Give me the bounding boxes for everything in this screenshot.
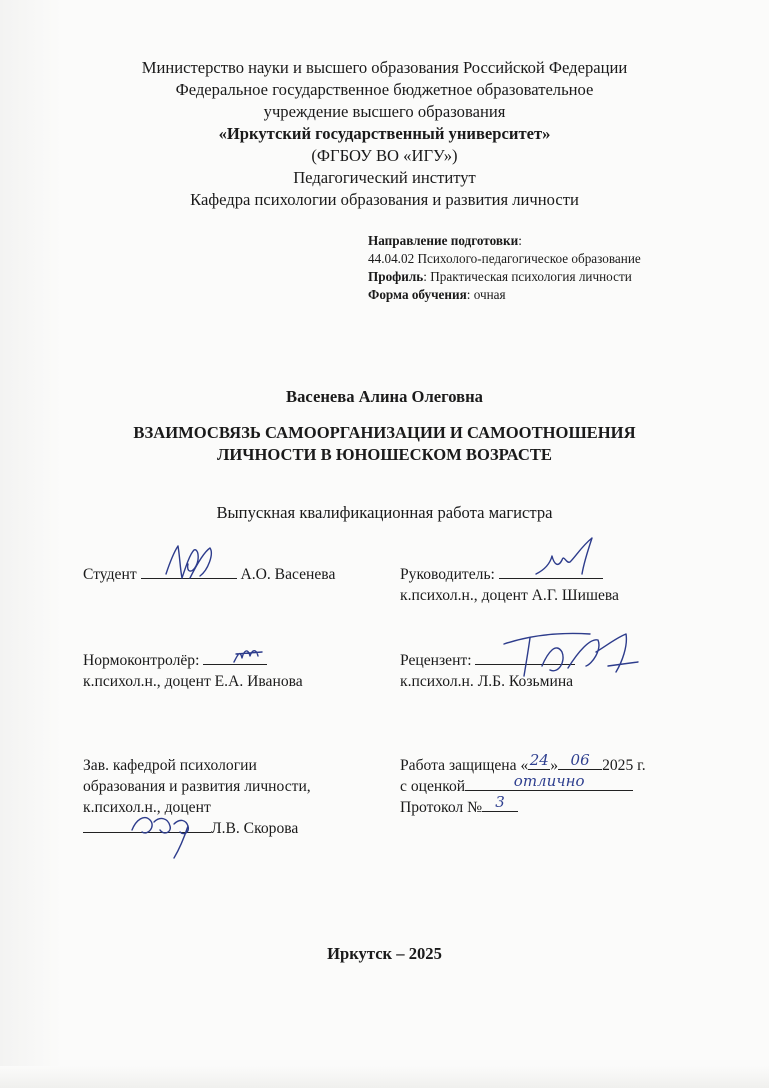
author-name: Васенева Алина Олеговна bbox=[286, 387, 483, 406]
thesis-title-line-2: ЛИЧНОСТИ В ЮНОШЕСКОМ ВОЗРАСТЕ bbox=[217, 445, 552, 464]
defense-prefix: Работа защищена « bbox=[400, 757, 529, 774]
normcontrol-label: Нормоконтролёр: bbox=[83, 652, 200, 669]
student-label: Студент bbox=[83, 566, 137, 583]
defense-mid: » bbox=[550, 757, 559, 774]
institute-name: Педагогический институт bbox=[293, 168, 476, 187]
defense-year: 2025 г. bbox=[602, 757, 646, 774]
head-name: Л.В. Скорова bbox=[211, 820, 299, 837]
protocol-field bbox=[482, 793, 518, 812]
city-year: Иркутск – 2025 bbox=[327, 944, 442, 963]
head-line-2: образования и развития личности, bbox=[83, 778, 311, 795]
supervisor-signature-scrawl bbox=[532, 534, 612, 584]
direction-value: 44.04.02 Психолого-педагогическое образование bbox=[368, 251, 641, 266]
student-name: А.О. Васенева bbox=[240, 566, 336, 583]
reviewer-signature-scrawl bbox=[498, 622, 648, 694]
reviewer-label: Рецензент: bbox=[400, 652, 472, 669]
form-line: Форма обучения: очная bbox=[368, 287, 506, 302]
defense-day-field bbox=[528, 751, 550, 770]
supervisor-label: Руководитель: bbox=[400, 566, 495, 583]
grade-line bbox=[400, 772, 633, 796]
head-line-1: Зав. кафедрой психологии bbox=[83, 757, 257, 774]
defense-month-field bbox=[558, 751, 602, 770]
defense-day: 24 bbox=[529, 751, 549, 769]
form-value: очная bbox=[473, 287, 506, 302]
head-line-3: к.психол.н., доцент bbox=[83, 799, 211, 816]
grade-field bbox=[465, 772, 633, 791]
direction-label: Направление подготовки bbox=[368, 233, 519, 248]
head-signature-scrawl bbox=[126, 796, 208, 864]
institution-line-1: Федеральное государственное бюджетное образовательное bbox=[175, 80, 594, 99]
profile-line: Профиль: Практическая психология личности bbox=[368, 269, 632, 284]
university-abbreviation: (ФГБОУ ВО «ИГУ») bbox=[311, 146, 458, 165]
protocol-label: Протокол № bbox=[400, 799, 482, 816]
work-type: Выпускная квалификационная работа магистра bbox=[216, 503, 553, 522]
ministry-line: Министерство науки и высшего образования Российской Федерации bbox=[141, 58, 628, 77]
student-signature-scrawl bbox=[160, 540, 220, 586]
grade-label: с оценкой bbox=[400, 778, 466, 795]
thesis-title-line-1: ВЗАИМОСВЯЗЬ САМООРГАНИЗАЦИИ И САМООТНОШЕНИЯ bbox=[133, 423, 636, 442]
supervisor-details: к.психол.н., доцент А.Г. Шишева bbox=[400, 587, 619, 604]
grade-value: отлично bbox=[513, 772, 585, 790]
normcontrol-signature-scrawl bbox=[230, 642, 270, 668]
profile-value: Практическая психология личности bbox=[430, 269, 632, 284]
direction-line: Направление подготовки: bbox=[368, 233, 522, 248]
protocol-line bbox=[400, 793, 518, 817]
profile-label: Профиль bbox=[368, 269, 424, 284]
form-label: Форма обучения bbox=[368, 287, 467, 302]
department-name: Кафедра психологии образования и развития личности bbox=[190, 190, 579, 209]
university-name: «Иркутский государственный университет» bbox=[218, 124, 551, 143]
normcontrol-details: к.психол.н., доцент Е.А. Иванова bbox=[83, 673, 303, 690]
reviewer-details: к.психол.н. Л.Б. Козьмина bbox=[400, 673, 574, 690]
institution-line-2: учреждение высшего образования bbox=[263, 102, 506, 121]
protocol-number: 3 bbox=[495, 793, 505, 811]
defense-month: 06 bbox=[570, 751, 590, 769]
